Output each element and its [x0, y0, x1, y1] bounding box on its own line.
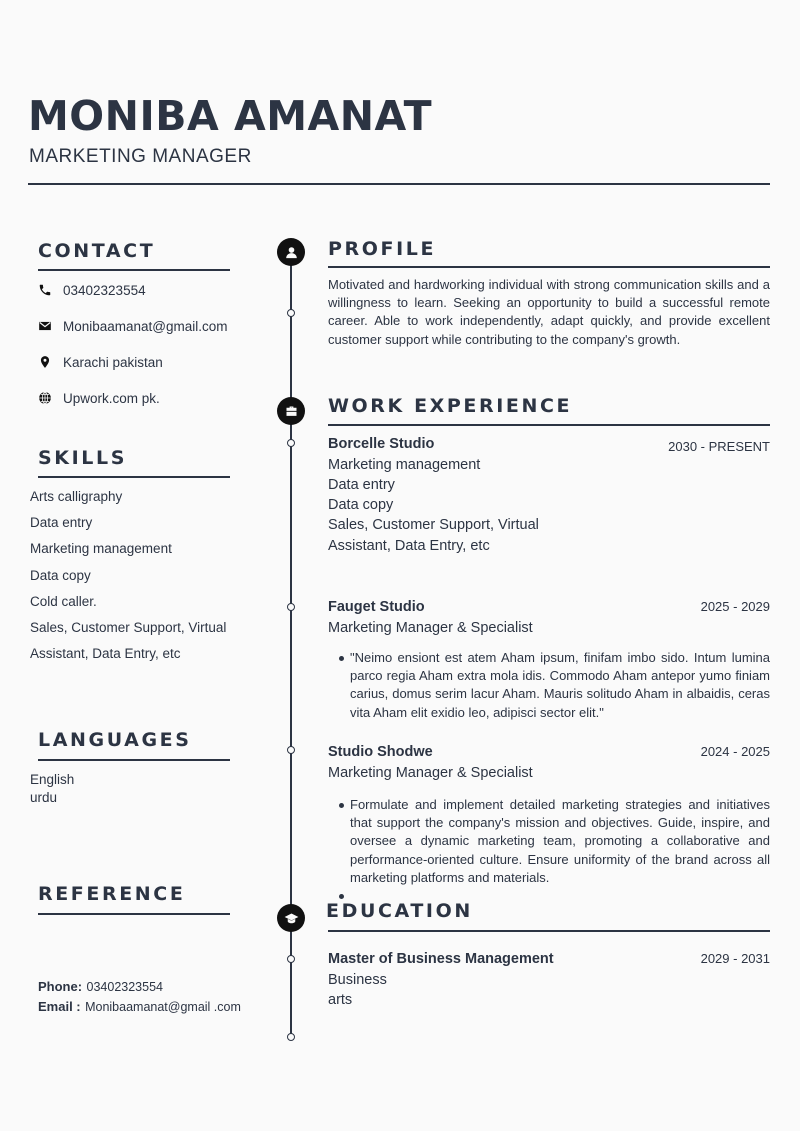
envelope-icon	[38, 319, 52, 333]
job-date: 2025 - 2029	[700, 599, 770, 614]
languages-heading: LANGUAGES	[38, 729, 192, 751]
skill-item: Marketing management	[30, 541, 172, 556]
skill-item: Sales, Customer Support, Virtual	[30, 620, 227, 635]
education-date: 2029 - 2031	[700, 951, 770, 966]
language-item: urdu	[30, 790, 58, 805]
contact-phone	[38, 280, 146, 300]
skill-item: Data copy	[30, 568, 91, 583]
header-divider	[28, 183, 770, 185]
bullet-dot	[339, 803, 344, 808]
bullet-dot	[339, 656, 344, 661]
education-line: Business	[328, 972, 387, 988]
job-line: Data entry	[328, 477, 395, 493]
phone-icon	[38, 283, 52, 297]
skills-heading: SKILLS	[38, 447, 127, 469]
contact-email-text: Monibaamanat@gmail.com	[63, 318, 228, 334]
timeline-dot	[287, 746, 295, 754]
job-description: Formulate and implement detailed marketing strategies and initiatives that support the company's mission and objectives. Guide, inspire, and oversee a dynamic marketing team, promoting a collaborative and performance-oriented culture. Ensure uniformity of the brand across all marketing platforms and materials.	[350, 797, 770, 885]
job-position: Marketing Manager & Specialist	[328, 620, 533, 636]
contact-heading: CONTACT	[38, 240, 156, 262]
job-date: 2030 - PRESENT	[668, 439, 770, 454]
location-pin-icon	[38, 355, 52, 369]
graduation-cap-icon	[284, 911, 299, 926]
reference-phone	[38, 978, 163, 996]
resume-role: MARKETING MANAGER	[29, 146, 252, 167]
job-line: Marketing management	[328, 457, 481, 473]
education-heading: EDUCATION	[326, 900, 473, 922]
job-date: 2024 - 2025	[700, 744, 770, 759]
job-line: Data copy	[328, 497, 394, 513]
profile-divider	[328, 266, 770, 268]
timeline-dot	[287, 603, 295, 611]
job-company: Fauget Studio	[328, 599, 425, 615]
reference-email	[38, 998, 241, 1016]
work-icon-badge	[277, 397, 305, 425]
skill-item: Assistant, Data Entry, etc	[30, 646, 181, 661]
timeline-dot	[287, 309, 295, 317]
languages-divider	[38, 759, 230, 761]
work-heading: WORK EXPERIENCE	[328, 395, 573, 417]
job-line: Sales, Customer Support, Virtual	[328, 517, 539, 533]
skills-divider	[38, 476, 230, 478]
timeline-dot	[287, 439, 295, 447]
job-description: "Neimo ensiont est atem Aham ipsum, finifam imbo sido. Intum lumina parco regia Aham extra mola idis. Commodo Aham antepor yumo finiam carius, domus serim lacur Aham. Mauris solitudo Aham in albaidis, ceras vita Aham elit exidio leo, adipisci sector elit."	[350, 650, 770, 720]
reference-phone-label: Phone:	[38, 979, 83, 994]
reference-heading: REFERENCE	[38, 883, 186, 905]
reference-phone-value: 03402323554	[86, 980, 163, 994]
contact-location-text: Karachi pakistan	[63, 354, 163, 370]
timeline-dot	[287, 955, 295, 963]
education-degree: Master of Business Management	[328, 951, 554, 967]
work-divider	[328, 424, 770, 426]
reference-email-label: Email :	[38, 999, 81, 1014]
job-company: Borcelle Studio	[328, 436, 435, 452]
profile-icon-badge	[277, 238, 305, 266]
contact-website-text: Upwork.com pk.	[63, 390, 160, 406]
briefcase-icon	[284, 404, 299, 419]
reference-email-value: Monibaamanat@gmail .com	[85, 1000, 241, 1014]
education-divider	[328, 930, 770, 932]
resume-name: MONIBA AMANAT	[28, 92, 433, 140]
language-item: English	[30, 772, 75, 787]
job-position: Marketing Manager & Specialist	[328, 765, 533, 781]
education-icon-badge	[277, 904, 305, 932]
globe-icon	[38, 391, 52, 405]
profile-text: Motivated and hardworking individual with strong communication skills and a willingness to learn. Seeking an opportunity to build a successful remote career. Able to work independently, adapt quickly, and provide excellent customer support while contributing to the company's growth.	[328, 277, 770, 347]
contact-phone-text: 03402323554	[63, 282, 146, 298]
bullet-dot	[339, 894, 344, 899]
skill-item: Data entry	[30, 515, 93, 530]
education-line: arts	[328, 992, 353, 1008]
contact-email	[38, 316, 228, 336]
contact-location	[38, 352, 163, 372]
job-company: Studio Shodwe	[328, 744, 433, 760]
contact-website	[38, 388, 160, 408]
skill-item: Cold caller.	[30, 594, 97, 609]
user-icon	[284, 245, 299, 260]
timeline-dot	[287, 1033, 295, 1041]
job-line: Assistant, Data Entry, etc	[328, 538, 490, 554]
reference-divider	[38, 913, 230, 915]
profile-heading: PROFILE	[328, 238, 437, 260]
skill-item: Arts calligraphy	[30, 489, 123, 504]
contact-divider	[38, 269, 230, 271]
